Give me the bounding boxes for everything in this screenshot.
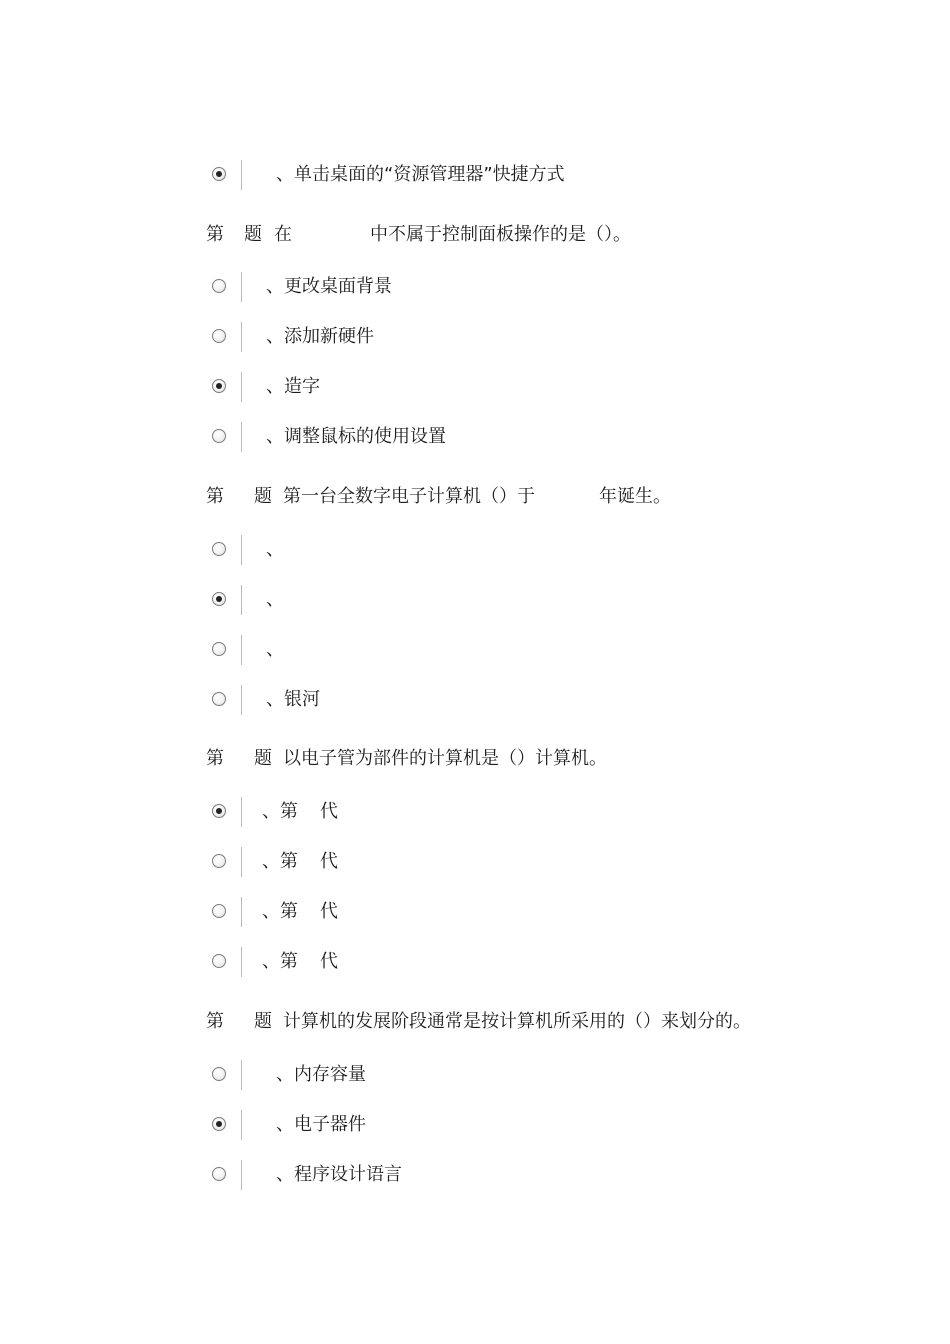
option-label: 、第 <box>262 851 298 872</box>
question-title <box>206 222 766 248</box>
option-label: 、调整鼠标的使用设置 <box>266 426 446 447</box>
answer-option[interactable] <box>208 1110 908 1144</box>
question-text: 第一台全数字电子计算机（）于 <box>283 486 535 507</box>
question-suffix: 题 <box>254 486 272 507</box>
option-label: 、造字 <box>266 376 320 397</box>
radio-frame <box>208 797 242 827</box>
question-suffix: 题 <box>244 224 262 245</box>
answer-option[interactable] <box>208 585 908 619</box>
option-label: 、程序设计语言 <box>276 1164 402 1185</box>
radio-button-checked[interactable] <box>212 379 226 393</box>
radio-button[interactable] <box>212 692 226 706</box>
question-title <box>206 1009 786 1035</box>
question-text: 年诞生。 <box>599 486 671 507</box>
radio-frame <box>208 1160 242 1190</box>
radio-frame <box>208 372 242 402</box>
radio-frame <box>208 635 242 665</box>
radio-frame <box>208 160 242 190</box>
question-suffix: 题 <box>254 748 272 769</box>
radio-button[interactable] <box>212 854 226 868</box>
question-title <box>206 746 766 772</box>
radio-button[interactable] <box>212 904 226 918</box>
radio-frame <box>208 685 242 715</box>
radio-frame <box>208 535 242 565</box>
radio-button[interactable] <box>212 1167 226 1181</box>
question-text: 在 <box>274 224 292 245</box>
radio-frame <box>208 1060 242 1090</box>
radio-button[interactable] <box>212 429 226 443</box>
answer-option[interactable] <box>208 847 908 881</box>
radio-frame <box>208 422 242 452</box>
radio-button[interactable] <box>212 954 226 968</box>
answer-option[interactable] <box>208 947 908 981</box>
answer-option[interactable] <box>208 797 908 831</box>
question-text: 以电子管为部件的计算机是（）计算机。 <box>283 748 607 769</box>
answer-option[interactable] <box>208 535 908 569</box>
radio-button-checked[interactable] <box>212 167 226 181</box>
radio-frame <box>208 585 242 615</box>
question-prefix: 第 <box>206 486 224 507</box>
radio-button[interactable] <box>212 329 226 343</box>
radio-button[interactable] <box>212 279 226 293</box>
option-label: 、单击桌面的“资源管理器”快捷方式 <box>276 164 565 185</box>
radio-frame <box>208 1110 242 1140</box>
answer-option[interactable] <box>208 685 908 719</box>
answer-option[interactable] <box>208 272 908 306</box>
option-label: 、 <box>266 639 284 660</box>
question-text: 计算机的发展阶段通常是按计算机所采用的（）来划分的。 <box>283 1011 751 1032</box>
question-prefix: 第 <box>206 1011 224 1032</box>
option-label: 、内存容量 <box>276 1064 366 1085</box>
option-label: 、第 <box>262 801 298 822</box>
radio-frame <box>208 897 242 927</box>
question-suffix: 题 <box>254 1011 272 1032</box>
answer-option[interactable] <box>208 897 908 931</box>
radio-button[interactable] <box>212 642 226 656</box>
option-label: 、 <box>266 539 284 560</box>
radio-button[interactable] <box>212 542 226 556</box>
question-title <box>206 484 766 510</box>
option-label-suffix: 代 <box>320 901 338 922</box>
answer-option[interactable] <box>208 1160 908 1194</box>
question-text: 中不属于控制面板操作的是（）。 <box>370 224 631 245</box>
radio-frame <box>208 322 242 352</box>
radio-button-checked[interactable] <box>212 804 226 818</box>
option-label: 、银河 <box>266 689 320 710</box>
option-label: 、第 <box>262 951 298 972</box>
option-label-suffix: 代 <box>320 951 338 972</box>
radio-frame <box>208 947 242 977</box>
radio-button-checked[interactable] <box>212 592 226 606</box>
radio-button[interactable] <box>212 1067 226 1081</box>
answer-option[interactable] <box>208 1060 908 1094</box>
answer-option[interactable] <box>208 422 908 456</box>
option-label-suffix: 代 <box>320 801 338 822</box>
radio-button-checked[interactable] <box>212 1117 226 1131</box>
question-prefix: 第 <box>206 224 224 245</box>
answer-option[interactable] <box>208 372 908 406</box>
answer-option[interactable] <box>208 635 908 669</box>
option-label: 、第 <box>262 901 298 922</box>
option-label-suffix: 代 <box>320 851 338 872</box>
answer-option[interactable] <box>208 160 908 194</box>
question-prefix: 第 <box>206 748 224 769</box>
option-label: 、添加新硬件 <box>266 326 374 347</box>
option-label: 、 <box>266 589 284 610</box>
answer-option[interactable] <box>208 322 908 356</box>
radio-frame <box>208 272 242 302</box>
option-label: 、电子器件 <box>276 1114 366 1135</box>
radio-frame <box>208 847 242 877</box>
option-label: 、更改桌面背景 <box>266 276 392 297</box>
